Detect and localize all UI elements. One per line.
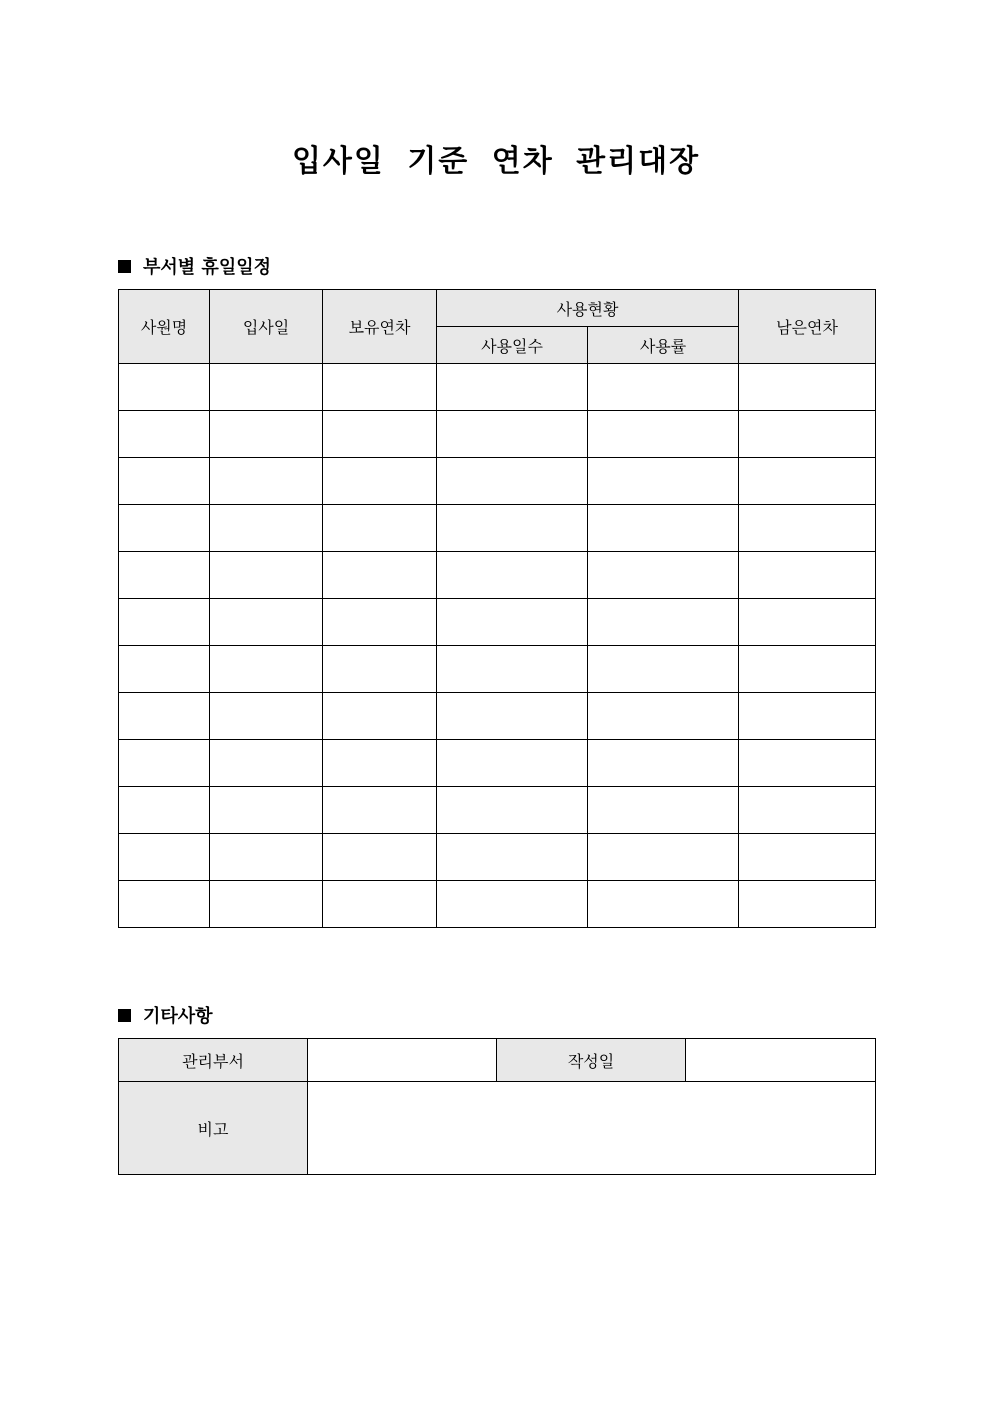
table-row <box>119 740 876 787</box>
cell-name[interactable] <box>119 787 210 834</box>
table-row <box>119 411 876 458</box>
cell-usage-rate[interactable] <box>588 411 739 458</box>
cell-used-days[interactable] <box>437 411 588 458</box>
note-label: 비고 <box>119 1082 308 1175</box>
cell-remaining[interactable] <box>739 505 876 552</box>
header-usage-rate: 사용률 <box>588 327 739 364</box>
cell-held-leave[interactable] <box>323 411 437 458</box>
cell-usage-rate[interactable] <box>588 505 739 552</box>
cell-join-date[interactable] <box>210 787 323 834</box>
schedule-table-body <box>119 364 876 928</box>
header-join-date: 입사일 <box>210 290 323 364</box>
cell-held-leave[interactable] <box>323 552 437 599</box>
cell-remaining[interactable] <box>739 458 876 505</box>
cell-name[interactable] <box>119 364 210 411</box>
table-row <box>119 552 876 599</box>
leave-schedule-table <box>118 289 876 928</box>
cell-name[interactable] <box>119 505 210 552</box>
table-row <box>119 599 876 646</box>
cell-used-days[interactable] <box>437 458 588 505</box>
cell-used-days[interactable] <box>437 787 588 834</box>
cell-held-leave[interactable] <box>323 740 437 787</box>
cell-remaining[interactable] <box>739 834 876 881</box>
cell-held-leave[interactable] <box>323 881 437 928</box>
cell-usage-rate[interactable] <box>588 834 739 881</box>
cell-remaining[interactable] <box>739 411 876 458</box>
cell-held-leave[interactable] <box>323 787 437 834</box>
cell-usage-rate[interactable] <box>588 740 739 787</box>
cell-usage-rate[interactable] <box>588 881 739 928</box>
cell-held-leave[interactable] <box>323 834 437 881</box>
cell-name[interactable] <box>119 834 210 881</box>
cell-remaining[interactable] <box>739 646 876 693</box>
header-employee-name: 사원명 <box>119 290 210 364</box>
cell-remaining[interactable] <box>739 364 876 411</box>
square-bullet-icon <box>118 260 131 273</box>
cell-name[interactable] <box>119 411 210 458</box>
date-field[interactable] <box>686 1039 876 1082</box>
square-bullet-icon <box>118 1009 131 1022</box>
cell-join-date[interactable] <box>210 364 323 411</box>
cell-name[interactable] <box>119 693 210 740</box>
date-label: 작성일 <box>497 1039 686 1082</box>
dept-label: 관리부서 <box>119 1039 308 1082</box>
note-field[interactable] <box>308 1082 876 1175</box>
cell-usage-rate[interactable] <box>588 646 739 693</box>
table-row <box>119 364 876 411</box>
dept-field[interactable] <box>308 1039 497 1082</box>
cell-join-date[interactable] <box>210 599 323 646</box>
cell-usage-rate[interactable] <box>588 787 739 834</box>
cell-join-date[interactable] <box>210 505 323 552</box>
section-heading-schedule <box>118 253 271 279</box>
cell-held-leave[interactable] <box>323 599 437 646</box>
cell-name[interactable] <box>119 740 210 787</box>
header-usage-status: 사용현황 <box>437 290 739 327</box>
cell-held-leave[interactable] <box>323 458 437 505</box>
cell-remaining[interactable] <box>739 740 876 787</box>
cell-join-date[interactable] <box>210 458 323 505</box>
cell-name[interactable] <box>119 458 210 505</box>
cell-remaining[interactable] <box>739 881 876 928</box>
cell-used-days[interactable] <box>437 740 588 787</box>
table-row <box>119 458 876 505</box>
header-remaining-leave: 남은연차 <box>739 290 876 364</box>
cell-used-days[interactable] <box>437 881 588 928</box>
cell-remaining[interactable] <box>739 552 876 599</box>
table-row <box>119 693 876 740</box>
cell-join-date[interactable] <box>210 693 323 740</box>
cell-usage-rate[interactable] <box>588 458 739 505</box>
section-heading-label: 기타사항 <box>143 1006 213 1027</box>
cell-join-date[interactable] <box>210 552 323 599</box>
table-row <box>119 787 876 834</box>
page-title: 입사일 기준 연차 관리대장 <box>291 144 701 179</box>
cell-join-date[interactable] <box>210 411 323 458</box>
cell-held-leave[interactable] <box>323 693 437 740</box>
cell-usage-rate[interactable] <box>588 693 739 740</box>
cell-usage-rate[interactable] <box>588 552 739 599</box>
table-row <box>119 881 876 928</box>
table-row <box>119 505 876 552</box>
cell-used-days[interactable] <box>437 505 588 552</box>
cell-name[interactable] <box>119 646 210 693</box>
cell-used-days[interactable] <box>437 364 588 411</box>
cell-remaining[interactable] <box>739 787 876 834</box>
section-heading-misc <box>118 1002 213 1028</box>
cell-used-days[interactable] <box>437 693 588 740</box>
cell-used-days[interactable] <box>437 599 588 646</box>
header-used-days: 사용일수 <box>437 327 588 364</box>
cell-held-leave[interactable] <box>323 505 437 552</box>
cell-used-days[interactable] <box>437 552 588 599</box>
cell-join-date[interactable] <box>210 646 323 693</box>
cell-name[interactable] <box>119 881 210 928</box>
cell-held-leave[interactable] <box>323 364 437 411</box>
cell-join-date[interactable] <box>210 834 323 881</box>
cell-join-date[interactable] <box>210 881 323 928</box>
cell-held-leave[interactable] <box>323 646 437 693</box>
cell-usage-rate[interactable] <box>588 364 739 411</box>
cell-remaining[interactable] <box>739 693 876 740</box>
cell-name[interactable] <box>119 552 210 599</box>
cell-used-days[interactable] <box>437 646 588 693</box>
header-held-leave: 보유연차 <box>323 290 437 364</box>
table-row <box>119 646 876 693</box>
cell-join-date[interactable] <box>210 740 323 787</box>
misc-info-table <box>118 1038 876 1175</box>
cell-name[interactable] <box>119 599 210 646</box>
table-row <box>119 834 876 881</box>
cell-used-days[interactable] <box>437 834 588 881</box>
cell-remaining[interactable] <box>739 599 876 646</box>
cell-usage-rate[interactable] <box>588 599 739 646</box>
section-heading-label: 부서별 휴일일정 <box>143 257 271 278</box>
